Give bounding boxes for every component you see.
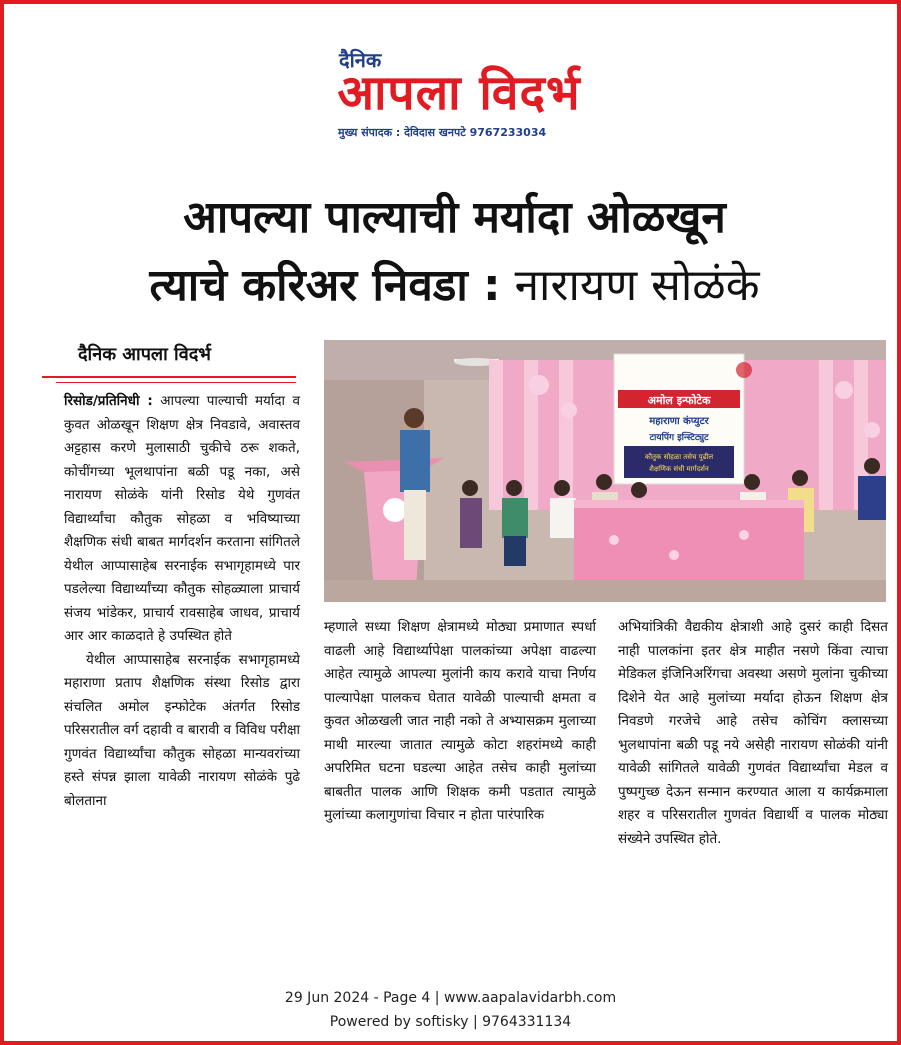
banner-line-5: शैक्षणिक संधी मार्गदर्शन [649,465,709,473]
masthead-title: आपला विदर्भ [337,65,581,121]
banner-line-3: टायपिंग इन्स्टिट्युट [649,433,709,443]
banner-line-4: कौतुक सोहळा तसेच पुढील [644,453,714,461]
footer-powered-by: Powered by softisky | 9764331134 [329,1014,572,1030]
headline-line-2 [24,258,885,314]
headline-speaker-name: नारायण सोळंके [514,260,760,311]
article-column-2-text: म्हणाले सध्या शिक्षण क्षेत्रामध्ये मोठ्या प्रमाणात स्पर्धा वाढली आहे विद्यार्थ्यापेक्षा पालकांच्या अपेक्षा वाढल्या आहेत त्यामुळे आपल्या मुलांनी काय करावे याचा निर्णय पाल्यापेक्षा पालकच घेतात यावेळी पाल्याची क्षमता व कुवत ओळखली जात नाही नको ते अभ्यासक्रम मुलाच्या माथी मारल्या जातात त्यामुळे कोटा शहरांमध्ये काही अपरिमित घटना घडल्या आहेत तसेच काही मुलांच्या बाबतीत पालक आणि शिक्षक कमी पडतात त्यामुळे मुलांच्या कलागुणांचा विचार न होता पारंपारिक [324,619,596,823]
banner-line-2: महाराणा कंप्युटर [649,416,709,427]
article-column-2 [324,616,596,828]
headline-line-1: आपल्या पाल्याची मर्यादा ओळखून [183,192,726,243]
masthead-editor-line: मुख्य संपादक : देविदास खनपटे 9767233034 [338,126,547,139]
masthead-daily-label: दैनिक [339,48,382,72]
article-paragraph-1-text: आपल्या पाल्याची मर्यादा व कुवत ओळखून शिक्षण क्षेत्र निवडावे, अवास्तव अट्टहास करणे मुलासाठी चुकीचे ठरू शकते, कोचींगच्या भूलथापांना बळी पडू नका, असे नारायण सोळंके यांनी रिसोड येथे गुणवंत विद्यार्थ्यांचा कौतुक सोहळा व भविष्याच्या शैक्षणिक संधी बाबत मार्गदर्शन करताना सांगितले येथील आप्पासाहेब सरनाईक सभागृहामध्ये पार पडलेल्या विद्यार्थ्यांच्या कौतुक सोहळ्याला प्राचार्य संजय भांडेकर, प्राचार्य रावसाहेब जाधव, प्राचार्य आर आर काळदाते हे उपस्थित होते [64,393,301,644]
event-photo [324,340,886,602]
byline: दैनिक आपला विदर्भ [78,344,211,365]
headline-bold-part: त्याचे करिअर निवडा : [149,260,501,311]
byline-rule-thin [56,382,296,383]
banner-line-1: अमोल इन्फोटेक [647,394,711,407]
byline-rule [42,376,296,378]
article-column-3 [618,616,888,851]
article-paragraph-2: येथील आप्पासाहेब सरनाईक सभागृहामध्ये महाराणा प्रताप शैक्षणिक संस्था रिसोड द्वारा संचलित अमोल इन्फोटेक अंतर्गत रिसोड परिसरातील वर्ग दहावी व बारावी व विविध परीक्षा गुणवंत विद्यार्थ्यांचा कौतुक सोहळा मान्यवरांच्या हस्ते संपन्न झाला यावेळी नारायण सोळंके पुढे बोलताना [64,651,300,809]
article-column-1 [64,390,300,813]
article-column-3-text: अभियांत्रिकी वैद्यकीय क्षेत्राशी आहे दुसरं काही दिसत नाही पालकांना इतर क्षेत्र माहीत नसणे किंवा त्याचा मेडिकल इंजिनिअरिंगचा अवस्था असणे मुलांना चुकीच्या दिशेने येत आहे मुलांच्या मर्यादा होऊन शिक्षण क्षेत्र निवडणे गरजेचे आहे तसेच कोचिंग क्लासच्या भुलथापांना बळी पडू नये असेही नारायण सोळंकी यांनी यावेळी सांगितले यावेळी गुणवंत विद्यार्थ्यांचा मेडल व पुष्पगुच्छ देऊन सन्मान करण्यात आला य कार्यक्रमाला शहर व परिसरातील गुणवंत विद्यार्थी व पालक मोठ्या संख्येने उपस्थित होते. [618,619,888,847]
footer-date-page-url: 29 Jun 2024 - Page 4 | www.aapalavidarbh.com [284,990,617,1006]
article-paragraph-1 [64,390,300,649]
article-dateline: रिसोड/प्रतिनिधी : [64,393,153,409]
